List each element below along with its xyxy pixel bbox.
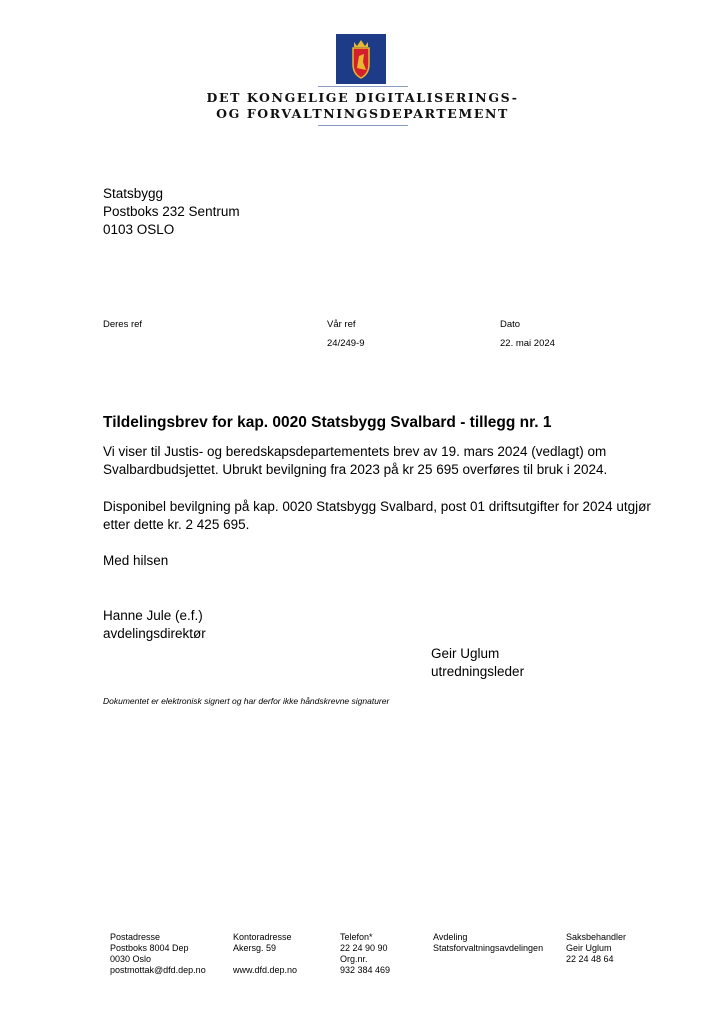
- deres-ref-label: Deres ref: [103, 319, 143, 330]
- signer-1-name: Hanne Jule (e.f.): [103, 608, 203, 623]
- footer-label: Telefon*: [340, 932, 373, 942]
- signer-2-title: utredningsleder: [431, 664, 525, 679]
- footer-text: 22 24 90 90: [340, 943, 388, 953]
- footer-office: [233, 932, 297, 976]
- recipient-address: [103, 185, 240, 239]
- signature-note: Dokumentet er elektronisk signert og har derfor ikke håndskrevne signaturer: [103, 696, 390, 706]
- footer-department: [433, 932, 543, 954]
- paragraph-2: Disponibel bevilgning på kap. 0020 Statsbygg Svalbard, post 01 driftsutgifter for 2024 utgjør etter dette kr. 2 425 695.: [103, 499, 651, 532]
- date-label: Dato: [500, 319, 521, 330]
- footer-label: Saksbehandler: [566, 932, 627, 942]
- paragraph-1: Vi viser til Justis- og beredskapsdepartementets brev av 19. mars 2024 (vedlagt) om Svalbardbudsjettet. Ubrukt bevilgning fra 2023 på kr 25 695 overføres til bruk i 2024.: [103, 444, 608, 477]
- footer-text: 0030 Oslo: [110, 954, 152, 964]
- footer-text: 22 24 48 64: [566, 954, 614, 964]
- ministry-name-line1: DET KONGELIGE DIGITALISERINGS-: [206, 90, 519, 105]
- coat-of-arms-logo: [336, 34, 386, 84]
- footer-text: 932 384 469: [340, 965, 391, 975]
- footer-text: Akersg. 59: [233, 943, 277, 953]
- footer-label: Postadresse: [110, 932, 161, 942]
- var-ref-label: Vår ref: [327, 319, 356, 330]
- date-value: 22. mai 2024: [500, 338, 555, 349]
- letter-title: Tildelingsbrev for kap. 0020 Statsbygg Svalbard - tillegg nr. 1: [103, 414, 552, 431]
- closing: Med hilsen: [103, 553, 169, 568]
- ministry-name-line2: OG FORVALTNINGSDEPARTEMENT: [216, 106, 509, 121]
- footer-website[interactable]: www.dfd.dep.no: [233, 965, 298, 975]
- footer-text: Org.nr.: [340, 954, 368, 964]
- recipient-city: 0103 OSLO: [103, 222, 175, 237]
- footer-postal: [110, 932, 206, 976]
- header-rule-top: [318, 86, 408, 87]
- var-ref-value: 24/249-9: [327, 338, 365, 349]
- signer-2: [431, 645, 631, 681]
- recipient-street: Postboks 232 Sentrum: [103, 204, 240, 219]
- footer-text: Geir Uglum: [566, 943, 612, 953]
- header-rule-bottom: [318, 125, 408, 126]
- footer-label: Avdeling: [433, 932, 468, 942]
- signer-1: [103, 607, 403, 643]
- footer-phone: [340, 932, 390, 976]
- footer-text: Postboks 8004 Dep: [110, 943, 189, 953]
- footer-case-officer: [566, 932, 626, 965]
- recipient-name: Statsbygg: [103, 186, 164, 201]
- signer-1-title: avdelingsdirektør: [103, 626, 206, 641]
- signer-2-name: Geir Uglum: [431, 646, 500, 661]
- footer-text: Statsforvaltningsavdelingen: [433, 943, 544, 953]
- footer-label: Kontoradresse: [233, 932, 292, 942]
- footer-email[interactable]: postmottak@dfd.dep.no: [110, 965, 206, 975]
